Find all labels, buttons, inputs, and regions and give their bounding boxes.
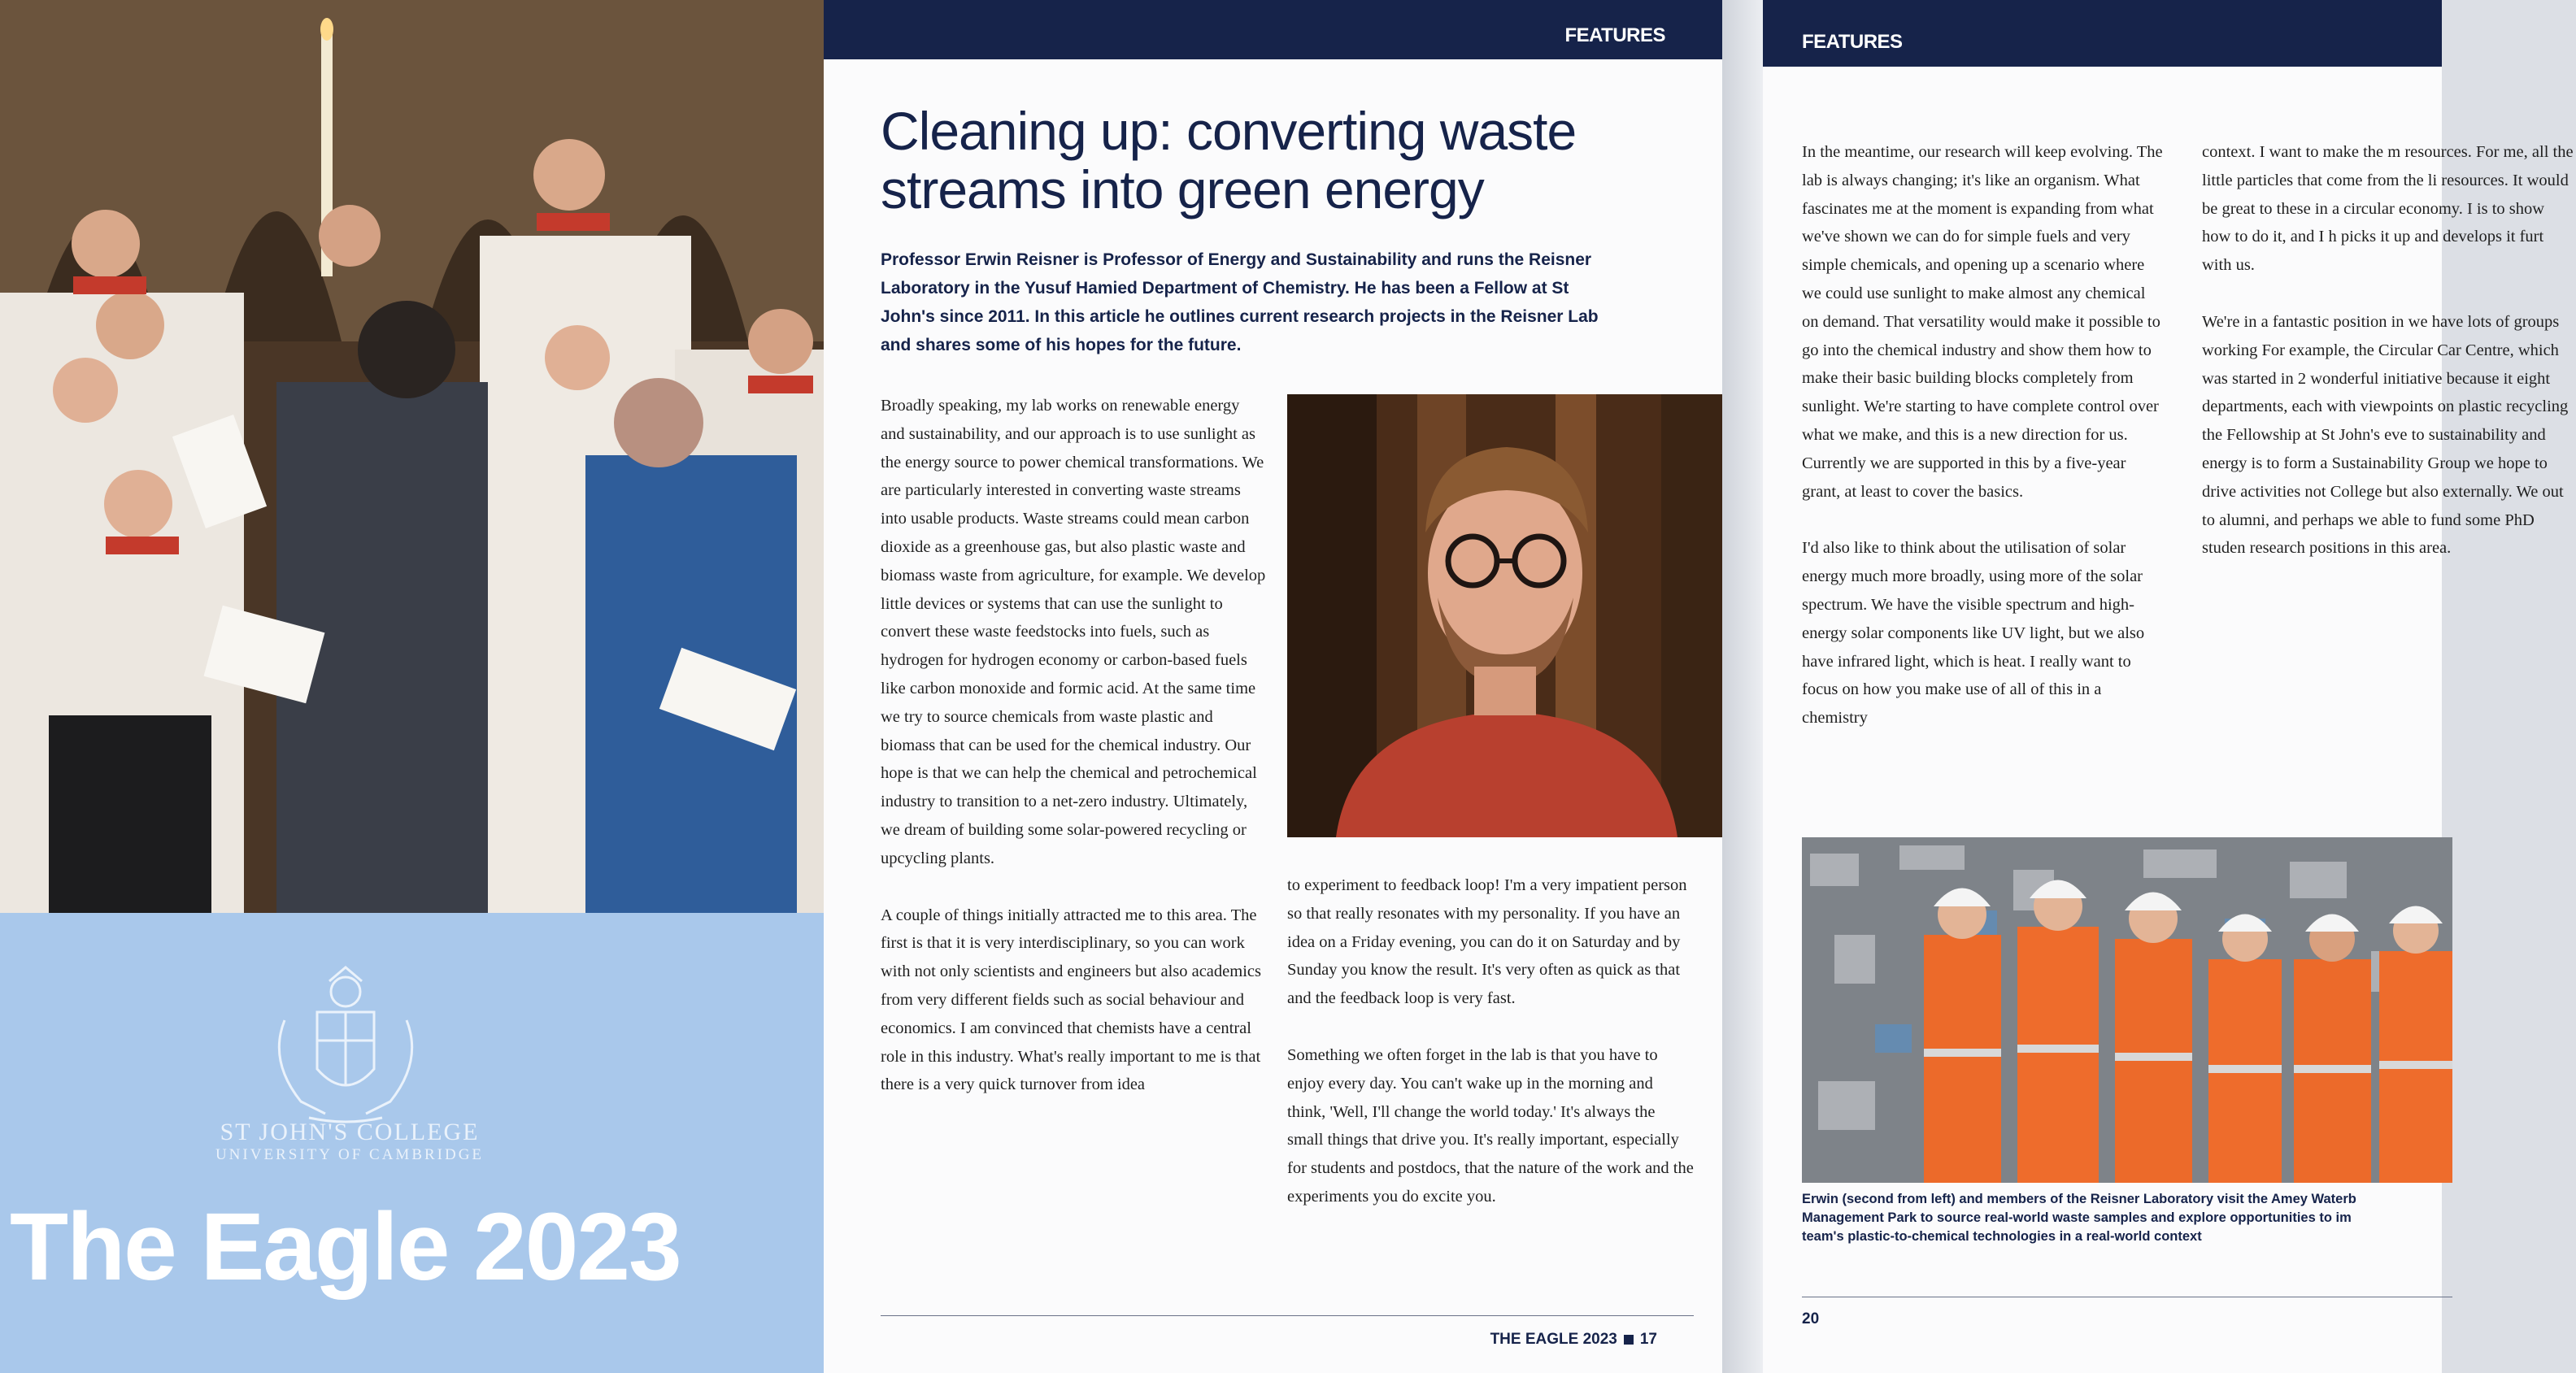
paragraph: Something we often forget in the lab is that you have to enjoy every day. You can't wake up in the morning and think, 'Well, I'll change the world today.' It's always the small things that drive you. It's really important, especially for students and postdocs, that the nature of the work and the experiments you do excite you.	[1287, 1045, 1694, 1206]
headline-line-1: Cleaning up: converting waste	[881, 101, 1577, 161]
photo-caption: Erwin (second from left) and members of the Reisner Laboratory visit the Amey Waterb Management Park to source real-world waste samples and explore opportunities to im team's plastic-to-chemical technologies in a real-world context	[1802, 1192, 2356, 1244]
page-gutter	[1722, 0, 1763, 1373]
body-column-3	[1802, 138, 2164, 761]
article-headline	[881, 102, 1694, 219]
paragraph: Broadly speaking, my lab works on renewable energy and sustainability, and our approach is to use sunlight as the energy source to power chemical transformations. We are particularly interested in converting waste streams into usable products. Waste streams could mean carbon dioxide as a greenhouse gas, but also plastic waste and biomass waste from agriculture, for example. We develop little devices or systems that can use the sunlight to convert these waste feedstocks into fuels, such as hydrogen for hydrogen economy or carbon-based fuels like carbon monoxide and formic acid. At the same time we try to source chemicals from waste plastic and biomass that can be used for the chemical industry. Our hope is that we can help the chemical and petrochemical industry to transition to a net-zero industry. Ultimately, we dream of building some solar-powered recycling or upcycling plants.	[881, 397, 1266, 867]
college-crest-logo	[252, 963, 439, 1130]
page-number: 20	[1802, 1310, 1820, 1327]
waste-site-group-photo	[1802, 837, 2452, 1183]
folio-title: THE EAGLE 2023	[1490, 1331, 1617, 1348]
paragraph: In the meantime, our research will keep evolving. The lab is always changing; it's like an organism. What fascinates me at the moment is expanding from what we've shown we can do for simple fuels and very simple chemicals, and opening up a scenario where we could use sunlight to make almost any chemical on demand. That versatility would make it possible to go into the chemical industry and show them how to make their basic building blocks completely from sunlight. We're starting to have complete control over what we make, and this is a new direction for us. Currently we are supported in this by a five-year grant, at least to cover the basics.	[1802, 143, 2163, 501]
portrait-photo	[1287, 394, 1722, 837]
paragraph: We're in a fantastic position in we have lots of groups working For example, the Circular Car Centre, which was started in 2 wonderful initiative because it eight departments, each with viewpoints on plastic recycling the Fellowship at St John's eve to sustainability and energy is to form a Sustainability Group we hope to drive activities not College but also externally. We out to alumni, and perhaps we able to fund some PhD studen research positions in this area.	[2202, 312, 2569, 558]
choir-photo-illustration	[0, 0, 824, 913]
page-17	[824, 0, 1722, 1373]
magazine-cover	[0, 0, 824, 1373]
folio-square-icon	[1624, 1335, 1634, 1345]
paragraph: context. I want to make the m resources. For me, all the little particles that come from the li resources. It would be great to these in a circular economy. I is to show how to do it, and I h picks it up and develops it furt with us.	[2202, 143, 2574, 275]
body-column-2	[1287, 871, 1694, 1240]
college-name: ST JOHN'S COLLEGE	[220, 1119, 480, 1145]
college-university: UNIVERSITY OF CAMBRIDGE	[215, 1146, 485, 1163]
paragraph: to experiment to feedback loop! I'm a very impatient person so that really resonates with my personality. If you have an idea on a Friday evening, you can do it on Saturday and by Sunday you know the result. It's very often as quick as that and the feedback loop is very fast.	[1287, 876, 1687, 1008]
portrait-illustration	[1287, 394, 1722, 837]
body-column-1	[881, 392, 1267, 1128]
article-standfirst: Professor Erwin Reisner is Professor of Energy and Sustainability and runs the Reisner Laboratory in the Yusuf Hamied Department of Chemistry. He has been a Fellow at St John's since 2011. In this article he outlines current research projects in the Reisner Lab and shares some of his hopes for the future.	[881, 250, 1599, 354]
footer-rule	[881, 1315, 1694, 1316]
headline-line-2: streams into green energy	[881, 159, 1484, 219]
choir-photo	[0, 0, 824, 913]
paragraph: A couple of things initially attracted me to this area. The first is that it is very interdisciplinary, so you can work with not only scientists and engineers but also academics from very different fields such as social behaviour and economics. I am convinced that chemists have a central role in this industry. What's really important to me is that there is a very quick turnover from idea	[881, 906, 1261, 1094]
body-column-4	[2202, 138, 2576, 591]
page-number: 17	[1639, 1331, 1657, 1348]
page-20	[1763, 0, 2574, 1373]
section-label: FEATURES	[1564, 24, 1665, 46]
section-label: FEATURES	[1802, 31, 1903, 53]
paragraph: I'd also like to think about the utilisation of solar energy much more broadly, using more of the solar spectrum. We have the visible spectrum and high-energy solar components like UV light, but we also have infrared light, which is heat. I really want to focus on how you make use of all of this in a chemistry	[1802, 539, 2145, 728]
cover-title: The Eagle 2023	[10, 1193, 681, 1301]
page-folio	[1490, 1331, 1657, 1349]
group-photo-illustration	[1802, 837, 2452, 1183]
